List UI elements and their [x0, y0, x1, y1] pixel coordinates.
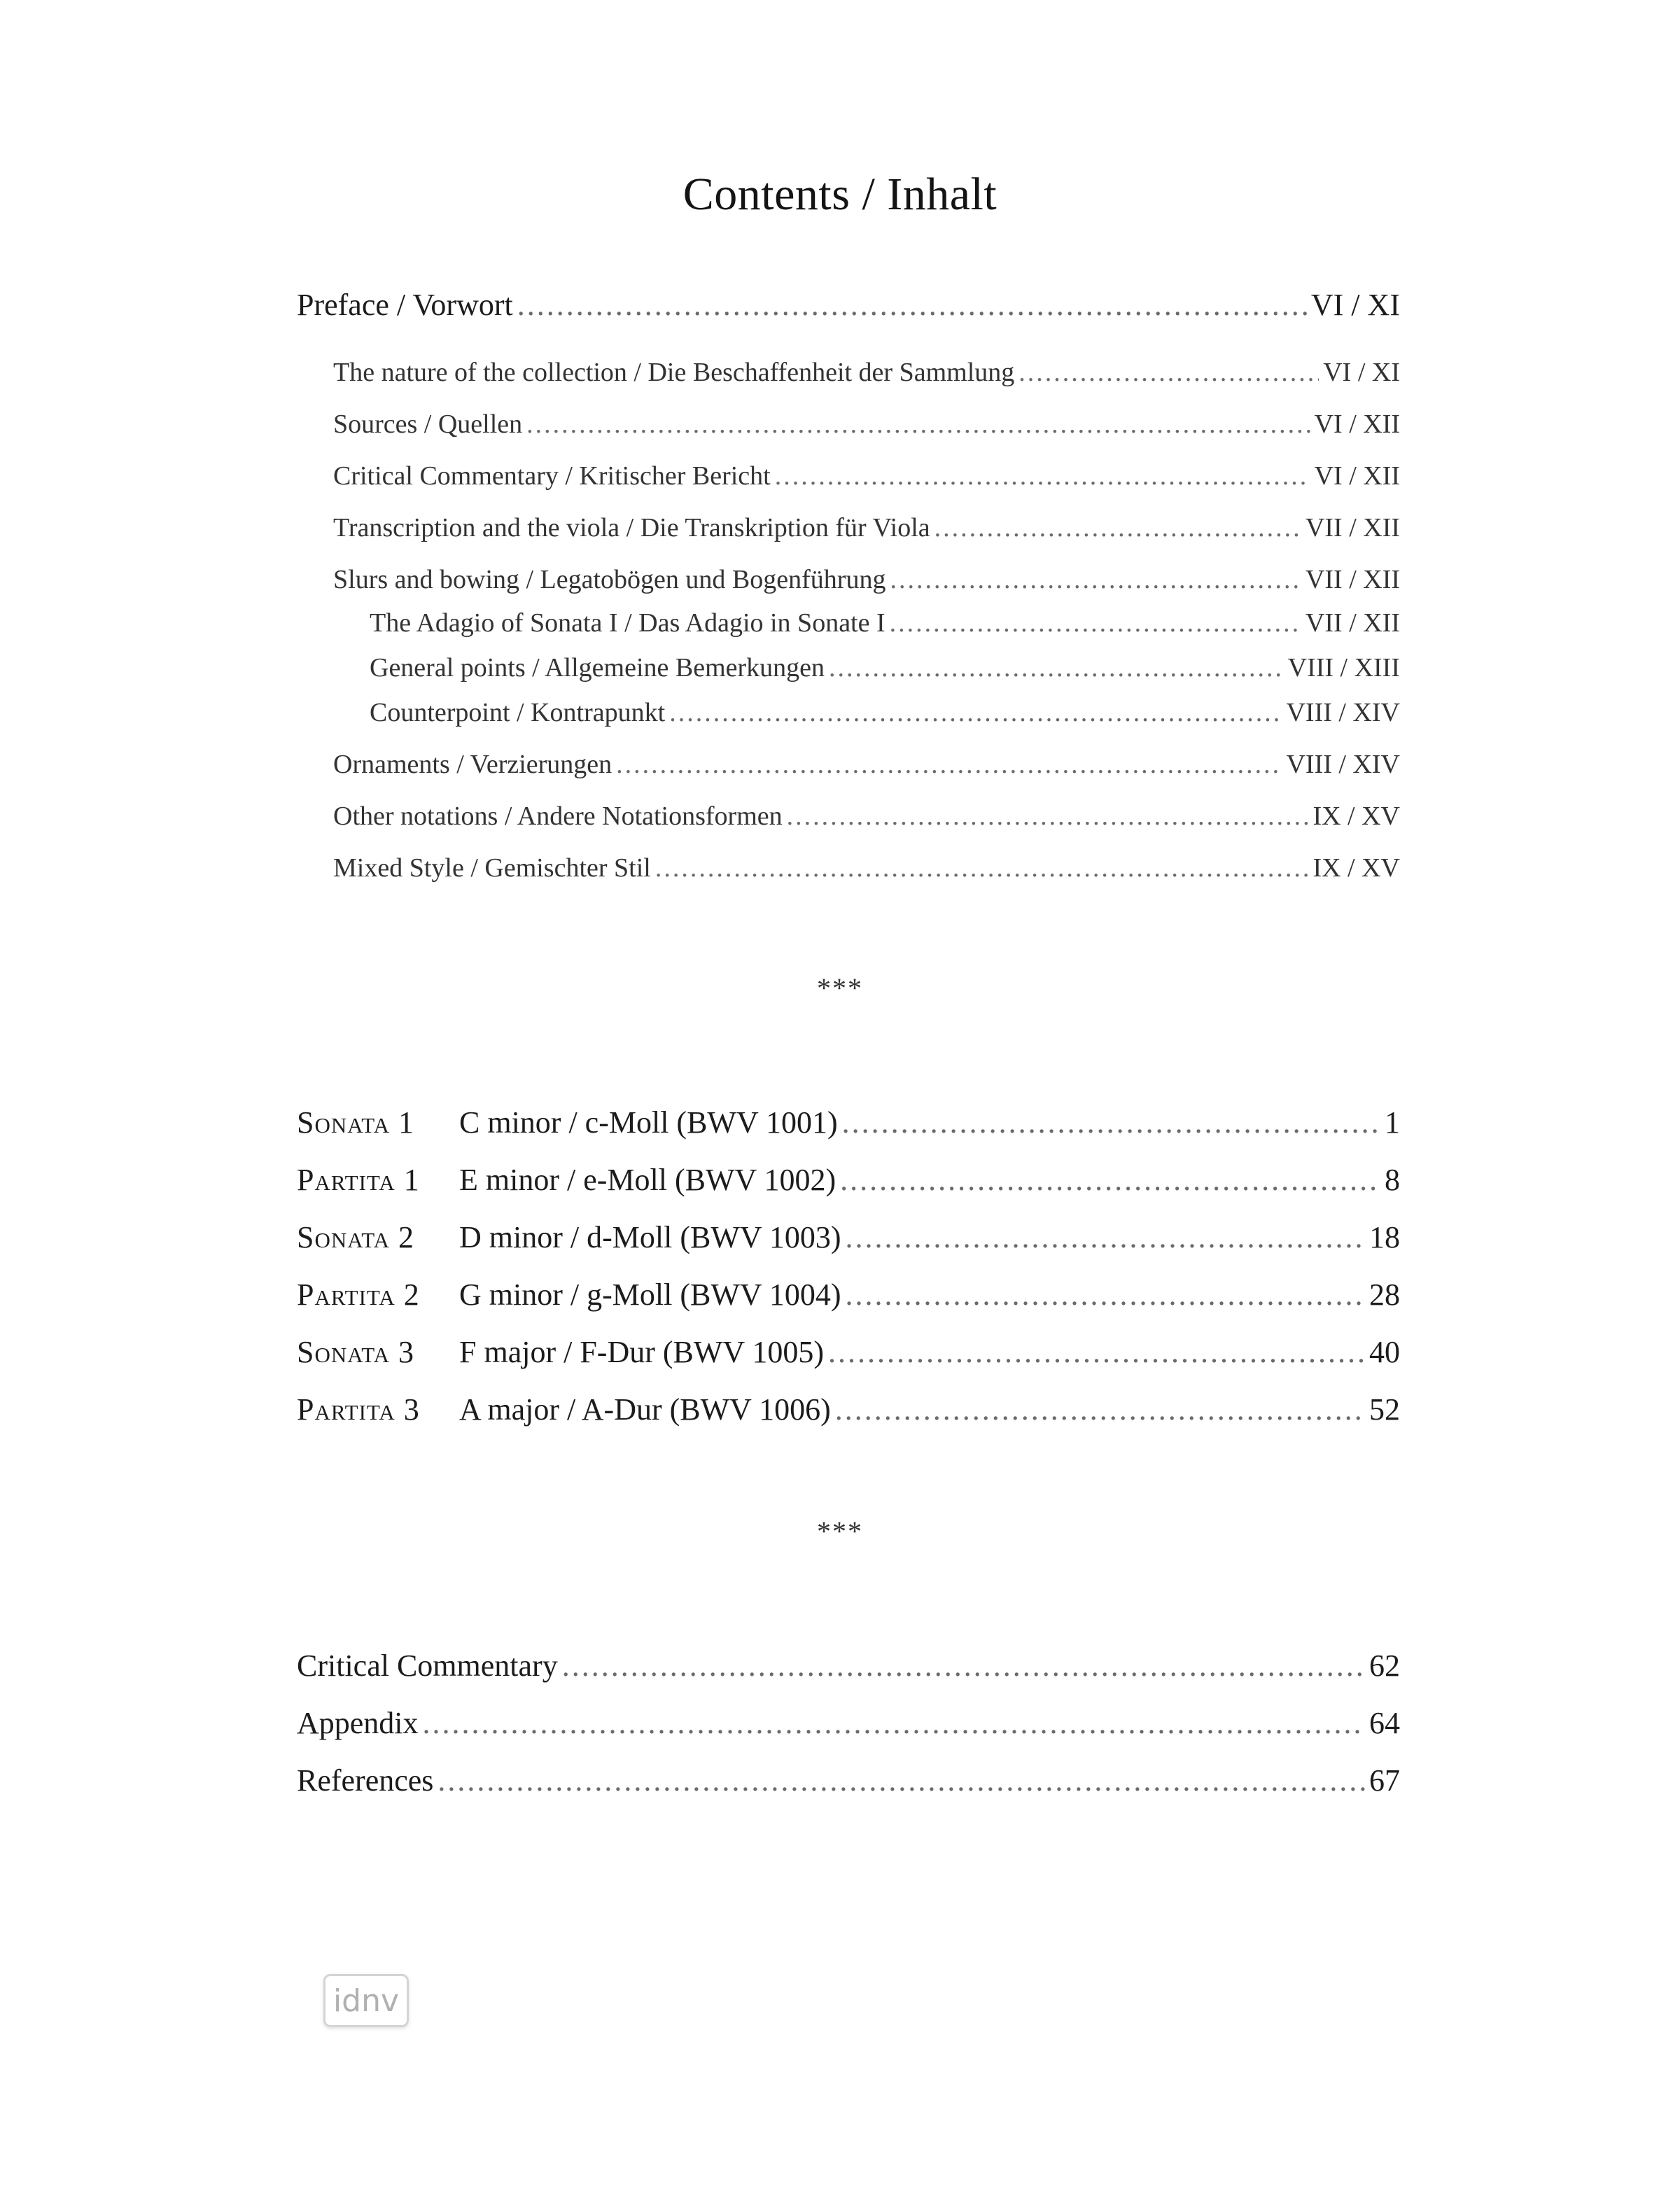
toc-entry-partita-1[interactable]	[297, 1162, 1400, 1198]
toc-entry-page: 52	[1369, 1392, 1400, 1427]
leader-dots	[840, 1162, 1380, 1198]
toc-entry-critical-commentary[interactable]	[333, 461, 1400, 491]
section-separator: ***	[817, 1516, 863, 1547]
toc-entry-page: VII / XII	[1305, 565, 1400, 594]
leader-dots	[842, 1105, 1380, 1140]
movement-name: Partita 2	[297, 1278, 420, 1312]
toc-entry-label: Critical Commentary	[297, 1648, 558, 1683]
toc-entry-references[interactable]	[297, 1763, 1400, 1798]
toc-entry-label: Ornaments / Verzierungen	[333, 750, 612, 779]
toc-entry-transcription[interactable]	[333, 512, 1400, 543]
toc-entry-label: Other notations / Andere Notationsformen	[333, 802, 783, 831]
toc-entry-label: Mixed Style / Gemischter Stil	[333, 853, 651, 883]
page-title: Contents / Inhalt	[682, 169, 997, 220]
key-title: C minor / c-Moll (BWV 1001)	[459, 1105, 838, 1140]
toc-entry-page: 18	[1369, 1220, 1400, 1254]
publisher-logo: idnv	[323, 1974, 409, 2027]
toc-entry-appendix[interactable]	[297, 1705, 1400, 1741]
key-title: D minor / d-Moll (BWV 1003)	[459, 1220, 841, 1254]
movement-name: Partita 3	[297, 1392, 420, 1427]
movement-name: Sonata 1	[297, 1105, 415, 1140]
leader-dots	[828, 1334, 1365, 1370]
toc-entry-label	[297, 1105, 838, 1140]
toc-entry-page: VIII / XIII	[1287, 653, 1400, 682]
leader-dots	[775, 461, 1310, 491]
toc-entry-page: 28	[1369, 1278, 1400, 1312]
toc-entry-label: Preface / Vorwort	[297, 288, 513, 322]
key-title: E minor / e-Moll (BWV 1002)	[459, 1163, 836, 1197]
toc-entry-page: 1	[1385, 1105, 1400, 1140]
toc-entry-sonata-3[interactable]	[297, 1334, 1400, 1370]
toc-entry-partita-2[interactable]	[297, 1277, 1400, 1312]
toc-entry-label	[297, 1392, 831, 1427]
toc-entry-page: VI / XII	[1314, 410, 1400, 439]
toc-entry-label: Sources / Quellen	[333, 410, 523, 439]
leader-dots	[616, 749, 1282, 780]
toc-entry-sources[interactable]	[333, 409, 1400, 440]
leader-dots	[787, 801, 1309, 832]
section-separator: ***	[817, 972, 863, 1004]
toc-entry-label: The Adagio of Sonata I / Das Adagio in Sonate I	[370, 608, 886, 638]
leader-dots	[655, 853, 1309, 883]
toc-entry-slurs-bowing[interactable]	[333, 564, 1400, 595]
toc-entry-page: VII / XII	[1305, 513, 1400, 542]
toc-entry-label: Counterpoint / Kontrapunkt	[370, 698, 666, 727]
toc-entry-ornaments[interactable]	[333, 749, 1400, 780]
toc-entry-general-points[interactable]	[370, 652, 1400, 683]
toc-entry-label	[297, 1162, 836, 1198]
toc-entry-label: Critical Commentary / Kritischer Bericht	[333, 461, 771, 491]
leader-dots	[423, 1705, 1365, 1741]
toc-entry-page: VI / XII	[1314, 461, 1400, 491]
leader-dots	[1018, 357, 1319, 388]
toc-entry-nature-of-collection[interactable]	[333, 357, 1400, 388]
leader-dots	[846, 1277, 1366, 1312]
toc-entry-adagio[interactable]	[370, 608, 1400, 638]
toc-entry-label: Transcription and the viola / Die Transkription für Viola	[333, 513, 930, 542]
toc-entry-other-notations[interactable]	[333, 801, 1400, 832]
key-title: F major / F-Dur (BWV 1005)	[459, 1335, 825, 1369]
leader-dots	[890, 608, 1301, 638]
toc-entry-page: 40	[1369, 1335, 1400, 1369]
toc-entry-label	[297, 1219, 841, 1255]
movement-name: Sonata 3	[297, 1335, 415, 1369]
toc-entry-page: 8	[1385, 1163, 1400, 1197]
toc-entry-label: Appendix	[297, 1706, 419, 1740]
toc-entry-label: References	[297, 1763, 434, 1798]
toc-entry-page: 64	[1369, 1706, 1400, 1740]
toc-entry-page: VIII / XIV	[1286, 750, 1400, 779]
key-title: A major / A-Dur (BWV 1006)	[459, 1392, 831, 1427]
toc-entry-page: VII / XII	[1305, 608, 1400, 638]
leader-dots	[438, 1763, 1365, 1798]
leader-dots	[562, 1648, 1365, 1684]
leader-dots	[669, 697, 1282, 728]
toc-entry-label	[297, 1334, 824, 1370]
toc-entry-label	[297, 1277, 841, 1312]
toc-entry-label: Slurs and bowing / Legatobögen und Bogenführung	[333, 565, 886, 594]
toc-entry-page: VI / XI	[1323, 358, 1400, 387]
movement-name: Partita 1	[297, 1163, 420, 1197]
leader-dots	[890, 564, 1301, 595]
leader-dots	[934, 512, 1301, 543]
toc-entry-sonata-2[interactable]	[297, 1219, 1400, 1255]
toc-entry-page: 62	[1369, 1648, 1400, 1683]
toc-entry-label: General points / Allgemeine Bemerkungen	[370, 653, 825, 682]
leader-dots	[829, 652, 1284, 683]
toc-entry-partita-3[interactable]	[297, 1392, 1400, 1427]
toc-entry-page: IX / XV	[1312, 853, 1400, 883]
leader-dots	[835, 1392, 1365, 1427]
leader-dots	[526, 409, 1310, 440]
toc-entry-preface[interactable]	[297, 287, 1400, 323]
toc-entry-page: VIII / XIV	[1286, 698, 1400, 727]
toc-entry-page: VI / XI	[1310, 288, 1400, 322]
toc-entry-sonata-1[interactable]	[297, 1105, 1400, 1140]
toc-entry-page: 67	[1369, 1763, 1400, 1798]
movement-name: Sonata 2	[297, 1220, 415, 1254]
toc-entry-counterpoint[interactable]	[370, 697, 1400, 728]
leader-dots	[517, 287, 1307, 323]
leader-dots	[846, 1219, 1366, 1255]
toc-entry-mixed-style[interactable]	[333, 853, 1400, 883]
toc-entry-critical-commentary-final[interactable]	[297, 1648, 1400, 1684]
key-title: G minor / g-Moll (BWV 1004)	[459, 1278, 841, 1312]
toc-entry-label: The nature of the collection / Die Beschaffenheit der Sammlung	[333, 358, 1015, 387]
toc-entry-page: IX / XV	[1312, 802, 1400, 831]
